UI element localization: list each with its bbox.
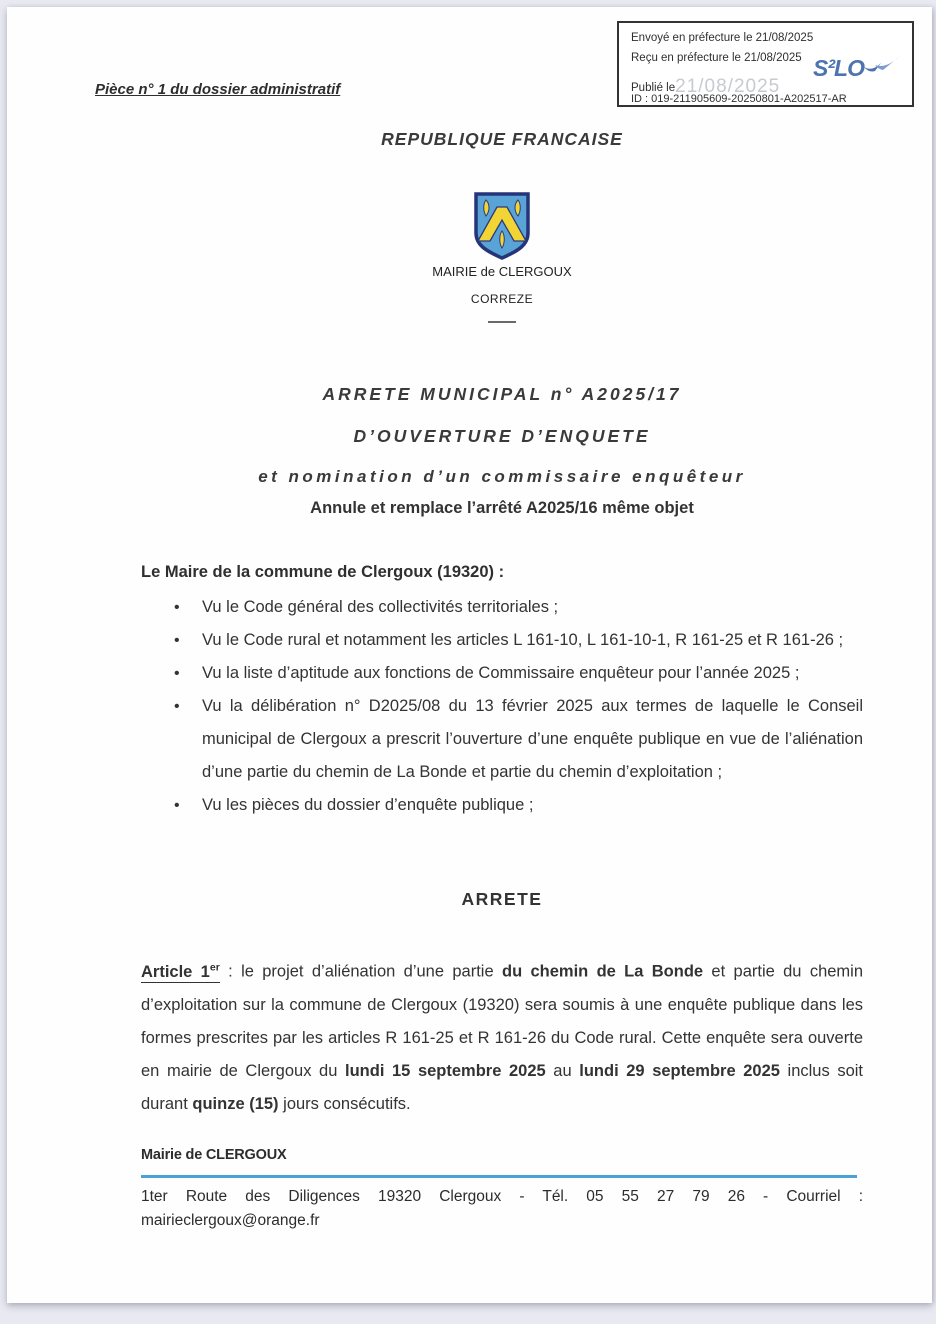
footer-address-line2: mairieclergoux@orange.fr [141, 1212, 320, 1229]
decree-title-number: ARRETE MUNICIPAL n° A2025/17 [322, 384, 682, 404]
stamp-sent-line: Envoyé en préfecture le 21/08/2025 [631, 32, 814, 44]
list-item: • Vu la délibération n° D2025/08 du 13 février 2025 aux termes de laquelle le Conseil municipal de Clergoux a prescrit l’ouverture d’une enquête publique en vue de l’aliénation d’une partie du chemin de La Bonde et partie du chemin d’exploitation ; [202, 690, 863, 789]
list-item: • Vu les pièces du dossier d’enquête publique ; [202, 789, 863, 822]
list-item: • Vu le Code général des collectivités territoriales ; [202, 591, 863, 624]
footer-address-line1: 1ter Route des Diligences 19320 Clergoux - Tél. 05 55 27 79 26 - Courriel : [141, 1188, 863, 1205]
decree-title-subject: D’OUVERTURE D’ENQUETE [353, 426, 651, 446]
coat-of-arms-shield-icon [473, 191, 531, 261]
article-1-paragraph [141, 951, 863, 1121]
mayor-intro-line: Le Maire de la commune de Clergoux (19320) : [141, 563, 505, 581]
s2lo-logo [813, 55, 904, 82]
departement-name: CORREZE [470, 292, 534, 306]
document-page [7, 7, 932, 1303]
dossier-piece-label: Pièce n° 1 du dossier administratif [95, 81, 341, 98]
article-1-label: Article 1er [141, 961, 220, 981]
stamp-id-line: ID : 019-211905609-20250801-A202517-AR [631, 93, 847, 105]
stamp-received-line: Reçu en préfecture le 21/08/2025 [631, 52, 802, 64]
mairie-name: MAIRIE de CLERGOUX [432, 264, 572, 279]
logo-swoosh-icon [862, 54, 902, 74]
footer-divider-line [141, 1175, 857, 1178]
list-item: • Vu le Code rural et notamment les articles L 161-10, L 161-10-1, R 161-25 et R 161-26 ; [202, 624, 863, 657]
article-1-text: : le projet d’aliénation d’une partie du chemin de La Bonde et partie du chemin d’exploitation sur la commune de Clergoux (19320) sera soumis à une enquête publique dans les formes prescrites par les articles R 161-25 et R 161-26 du Code rural. Cette enquête sera ouverte en mairie de Clergoux du lundi 15 septembre 2025 au lundi 29 septembre 2025 inclus soit durant quinze (15) jours consécutifs. [141, 962, 864, 1113]
stamp-published-date: 21/08/2025 [675, 76, 781, 97]
list-item: • Vu la liste d’aptitude aux fonctions de Commissaire enquêteur pour l’année 2025 ; [202, 657, 863, 690]
decree-title-commissioner: et nomination d’un commissaire enquêteur [258, 467, 746, 486]
separator-dash [488, 321, 516, 323]
arrete-heading: ARRETE [461, 889, 543, 909]
s2lo-logo-text: S²LO [813, 55, 864, 81]
prefecture-stamp [617, 21, 914, 107]
footer-organization: Mairie de CLERGOUX [141, 1147, 287, 1163]
republic-heading: REPUBLIQUE FRANCAISE [381, 129, 623, 149]
vu-considerations-list [202, 591, 863, 822]
decree-title-replacement-note: Annule et remplace l’arrêté A2025/16 même objet [310, 499, 694, 517]
stamp-published-label: Publié le [631, 82, 676, 94]
footer-address [141, 1185, 863, 1233]
clergoux-coat-of-arms [141, 191, 863, 266]
